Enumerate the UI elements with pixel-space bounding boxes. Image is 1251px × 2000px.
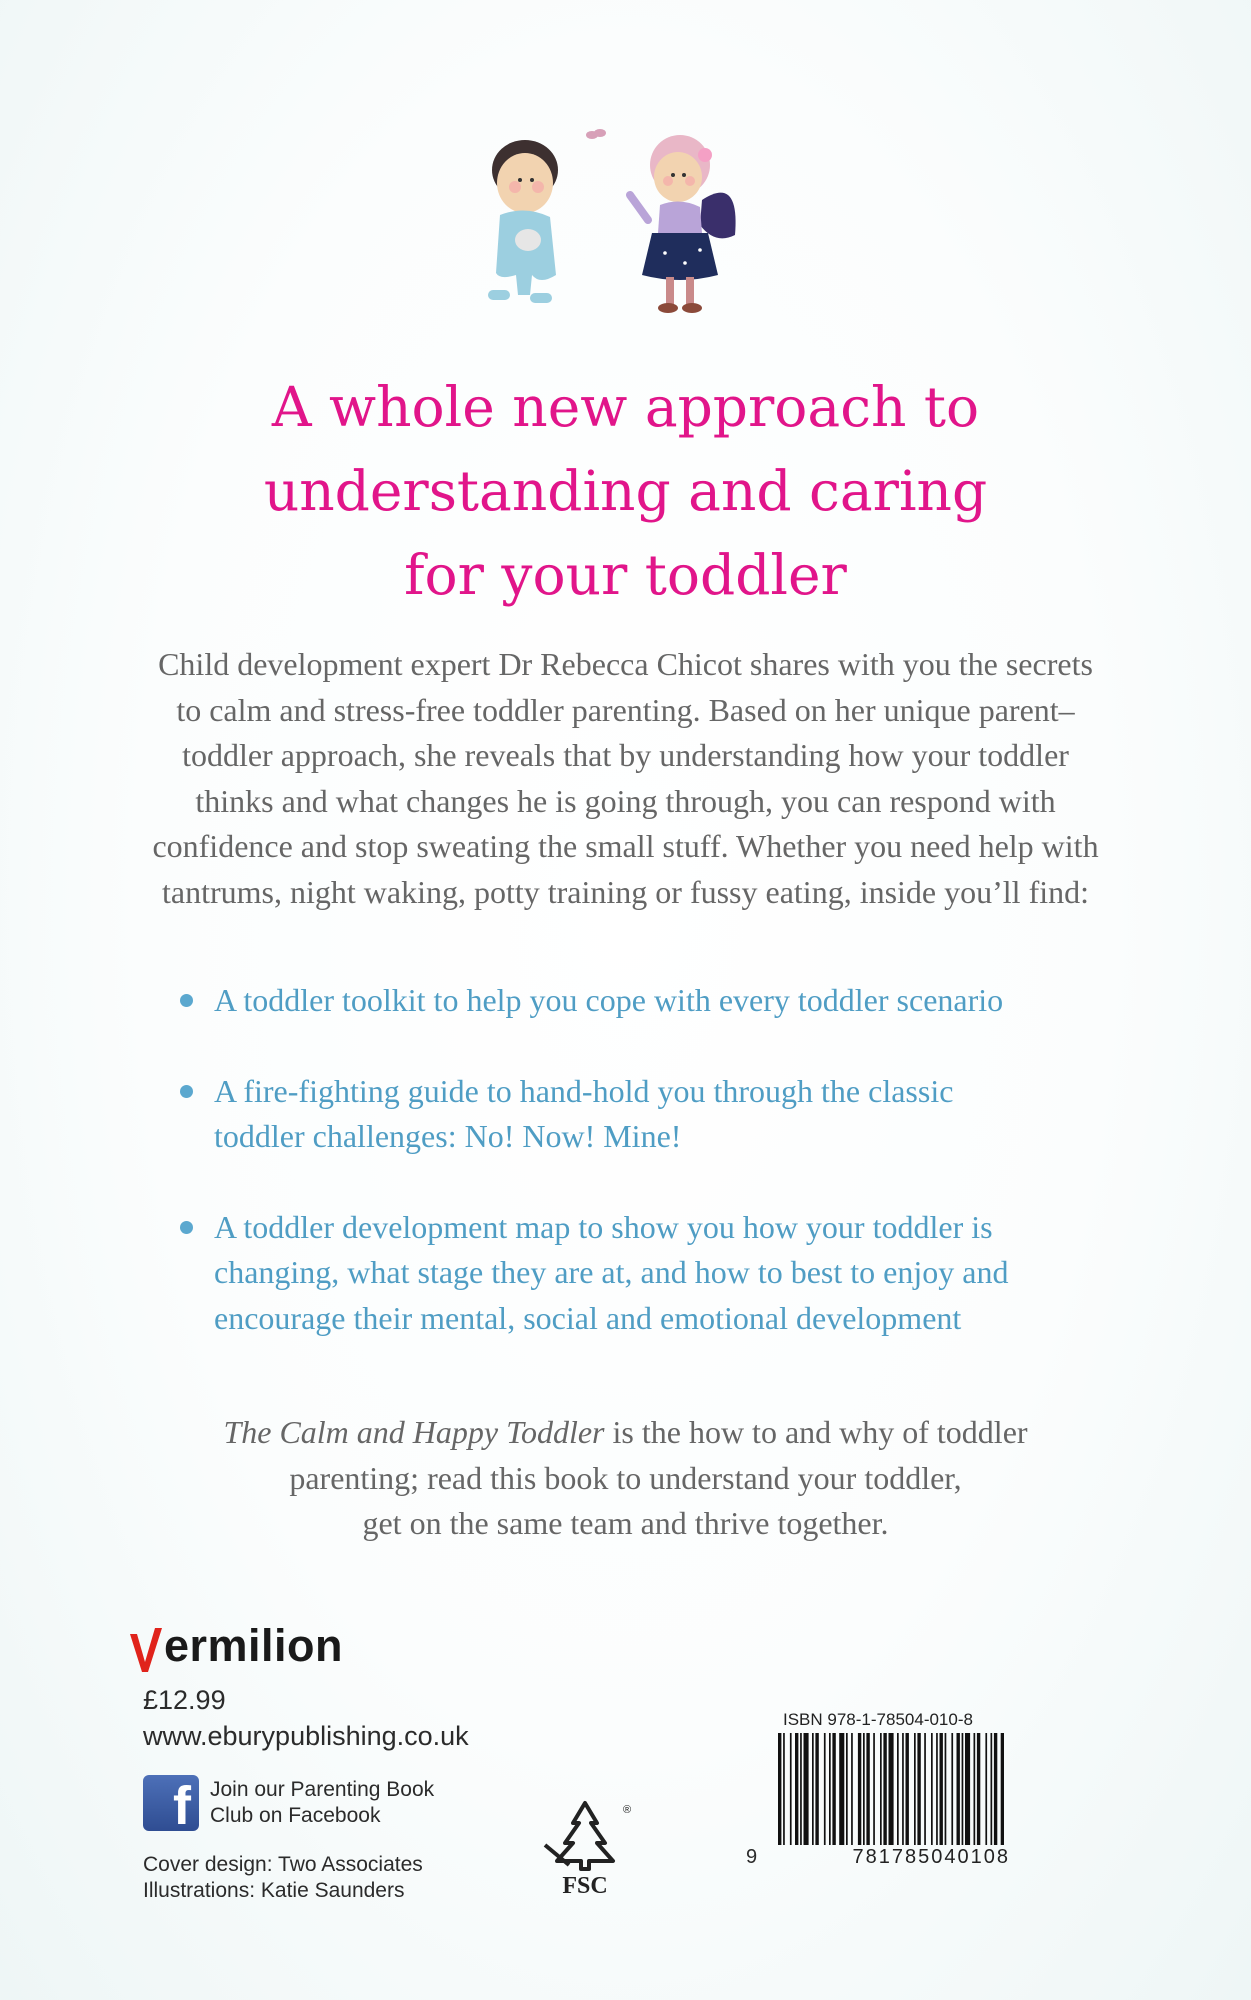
barcode-bar [897, 1733, 899, 1845]
feature-line: A toddler development map to show you how your toddler is [214, 1208, 993, 1245]
list-item [174, 1205, 1104, 1342]
headline [150, 365, 1101, 617]
feature-line: A toddler toolkit to help you cope with every toddler scenario [214, 982, 1004, 1018]
barcode-bar [965, 1733, 970, 1845]
fsc-registered-mark: ® [623, 1804, 632, 1816]
barcode-bar [824, 1733, 826, 1845]
barcode-bar [991, 1733, 993, 1845]
barcode-bar [957, 1733, 960, 1845]
barcode-bar [832, 1733, 835, 1845]
bullet-dot-icon [180, 994, 193, 1007]
barcode-bar [1001, 1733, 1004, 1845]
barcode-bar [812, 1733, 814, 1845]
feature-line: changing, what stage they are at, and how to best to enjoy and [214, 1254, 1009, 1290]
feature-line: toddler challenges: No! Now! Mine! [214, 1118, 682, 1154]
closing-line-3: get on the same team and thrive together. [362, 1505, 889, 1541]
barcode-bar [906, 1733, 909, 1845]
barcode-bar [889, 1733, 894, 1845]
price: £12.99 [143, 1685, 226, 1715]
closing-line-2: parenting; read this book to understand your toddler, [289, 1459, 962, 1496]
butterfly [586, 129, 606, 139]
barcode-bar [863, 1733, 865, 1845]
barcode-bar [994, 1733, 997, 1845]
headline-line-1: A whole new approach to [271, 375, 980, 439]
barcode-bar [858, 1733, 861, 1845]
intro-line: Child development expert Dr Rebecca Chicot shares with you the secrets [158, 646, 1093, 682]
book-title: The Calm and Happy Toddler [223, 1414, 605, 1450]
girl-figure [630, 135, 736, 313]
barcode-bar [962, 1733, 964, 1845]
facebook-icon[interactable]: f [143, 1775, 199, 1831]
barcode-bar [931, 1733, 933, 1845]
intro-line: thinks and what changes he is going through, you can respond with [195, 782, 1056, 819]
barcode-bar [917, 1733, 920, 1845]
bullet-dot-icon [180, 1221, 193, 1234]
headline-line-2: understanding and caring [263, 459, 988, 523]
barcode-bar [902, 1733, 904, 1845]
barcode-bar [839, 1733, 844, 1845]
barcode-bar [914, 1733, 916, 1845]
barcode-bar [851, 1733, 853, 1845]
headline-line-3: for your toddler [404, 543, 847, 607]
intro-line: toddler approach, she reveals that by understanding how your toddler [182, 737, 1069, 773]
toddlers-illustration [470, 125, 770, 325]
barcode-bar [974, 1733, 976, 1845]
feature-list [174, 978, 1104, 1386]
intro-paragraph [100, 642, 1151, 915]
list-item [174, 978, 1104, 1024]
vermilion-v-icon [128, 1626, 162, 1676]
barcode-bar [804, 1733, 809, 1845]
barcode-bar [985, 1733, 987, 1845]
barcode-bar [846, 1733, 848, 1845]
intro-line: confidence and stop sweating the small stuff. Whether you need help with [152, 828, 1099, 864]
bullet-dot-icon [180, 1085, 193, 1098]
cover-design-credit: Cover design: Two Associates [143, 1853, 423, 1876]
barcode-bar [951, 1733, 953, 1845]
feature-line: A fire-fighting guide to hand-hold you through the classic [214, 1072, 954, 1109]
barcode-digits: 781785040108 [852, 1846, 1010, 1868]
barcode-bar [829, 1733, 831, 1845]
barcode-bar [873, 1733, 875, 1845]
feature-line: encourage their mental, social and emotional development [214, 1299, 962, 1336]
isbn-text: ISBN 978-1-78504-010-8 [783, 1710, 973, 1729]
barcode-bar [815, 1733, 818, 1845]
intro-line: tantrums, night waking, potty training or fussy eating, inside you’ll find: [162, 873, 1089, 910]
barcode-bar [800, 1733, 802, 1845]
fsc-tree-icon [535, 1795, 635, 1900]
barcode-first-digit: 9 [746, 1846, 758, 1868]
barcode-bar [945, 1733, 947, 1845]
barcode-bar [880, 1733, 882, 1845]
barcode-bar [790, 1733, 792, 1845]
barcode-bar [778, 1733, 781, 1845]
barcode-bar [977, 1733, 980, 1845]
barcode-bar [783, 1733, 785, 1845]
list-item [174, 1069, 1104, 1160]
barcode-bar [936, 1733, 938, 1845]
barcode-bar [866, 1733, 869, 1845]
illustrations-credit: Illustrations: Katie Saunders [143, 1879, 405, 1902]
publisher-name: ermilion [164, 1620, 344, 1671]
boy-figure [488, 140, 558, 303]
fsc-label: FSC [562, 1873, 608, 1899]
barcode-bar [924, 1733, 926, 1845]
barcode-bar [795, 1733, 798, 1845]
barcode-bar [940, 1733, 943, 1845]
closing-paragraph [150, 1410, 1101, 1547]
website-link[interactable]: www.eburypublishing.co.uk [143, 1721, 469, 1751]
closing-line-1: The Calm and Happy Toddler is the how to and why of toddler [223, 1414, 1028, 1450]
facebook-club-text: Join our Parenting Book Club on Facebook [210, 1778, 435, 1827]
intro-line: to calm and stress-free toddler parenting. Based on her unique parent– [176, 691, 1075, 728]
barcode-bar [883, 1733, 886, 1845]
